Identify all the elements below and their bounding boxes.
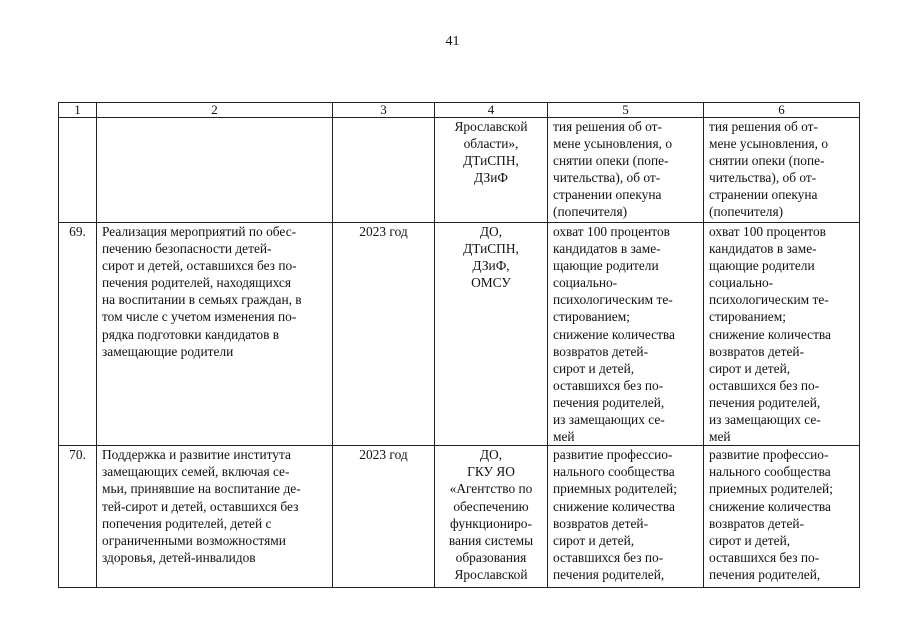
row-number: 69. [69,224,86,239]
result-col6-cell-line: снятии опеки (попе- [709,153,825,169]
row-number-cell [59,118,97,223]
measure-cell-line: здоровья, детей-инвалидов [102,549,256,565]
measures-table [58,102,860,588]
executors-cell [435,446,548,588]
measure-cell-line: мьи, принявшие на воспитание де- [102,481,301,497]
result-col5-cell-line: снятии опеки (попе- [553,153,669,169]
result-col5-cell-line: стированием; [553,309,630,325]
result-col6-cell-line: чительства), об от- [709,170,817,186]
result-col6-cell-line: возвратов детей- [709,515,805,531]
result-col5-cell-line: оставшихся без по- [553,549,664,565]
measure-cell-line: рядка подготовки кандидатов в [102,326,280,342]
column-header: 6 [704,103,860,118]
result-col5-cell-line: социально- [553,275,618,291]
measure-cell-line: печению безопасности детей- [102,241,272,257]
result-col6-cell-line: печения родителей, [709,394,821,410]
result-col6-cell [704,223,860,446]
result-col6-cell-line: приемных родителей; [709,481,833,497]
executors-cell-line: ДЗиФ, [472,258,510,274]
column-header: 2 [97,103,333,118]
page-number: 41 [445,34,460,49]
result-col6-cell-line: мей [709,429,731,445]
measure-cell-line: Поддержка и развитие института [102,447,291,463]
result-col6-cell-line: психологическим те- [709,292,829,308]
executors-cell-line: области», [463,136,519,152]
row-number-cell [59,223,97,446]
executors-cell-line: образования [455,549,527,565]
result-col5-cell-line: чительства), об от- [553,170,661,186]
result-col6-cell-line: развитие профессио- [709,447,829,463]
result-col5-cell-line: кандидатов в заме- [553,241,661,257]
result-col6-cell-line: оставшихся без по- [709,549,820,565]
executors-cell-line: Ярославской [454,119,528,134]
measure-cell-line: замещающие родители [102,343,234,359]
result-col6-cell-line: печения родителей, [709,566,821,582]
result-col6-cell-line: нального сообщества [709,464,831,480]
result-col6-cell-line: снижение количества [709,498,832,514]
executors-cell-line: ОМСУ [471,275,511,291]
table-row [59,223,860,446]
column-header: 5 [548,103,704,118]
table-row [59,446,860,588]
executors-cell-line: вания системы [448,532,534,548]
result-col6-cell-line: из замещающих се- [709,412,821,428]
year-cell [333,118,435,223]
result-col6-cell-line: странении опекуна [709,187,818,203]
result-col6-cell-line: тия решения об от- [709,119,818,134]
result-col5-cell-line: возвратов детей- [553,343,649,359]
result-col5-cell [548,118,704,223]
result-col5-cell-line: печения родителей, [553,394,665,410]
executors-cell-line: ДТиСПН, [463,153,519,169]
result-col6-cell-line: возвратов детей- [709,343,805,359]
executors-cell-line: функциониро- [450,515,532,531]
result-col6-cell-line: щающие родители [709,258,815,274]
row-number-cell [59,446,97,588]
result-col5-cell-line: возвратов детей- [553,515,649,531]
executors-cell-line: ДЗиФ [474,170,508,186]
result-col6-cell-line: (попечителя) [709,204,784,220]
result-col6-cell-line: социально- [709,275,774,291]
result-col6-cell-line: стированием; [709,309,786,325]
result-col5-cell-line: щающие родители [553,258,659,274]
measure-cell-line: на воспитании в семьях граждан, в [102,292,302,308]
column-header: 3 [333,103,435,118]
measure-cell-line: Реализация мероприятий по обес- [102,224,297,239]
result-col6-cell-line: оставшихся без по- [709,377,820,393]
executors-cell-line: ДТиСПН, [463,241,519,257]
measure-cell-line: замещающих семей, включая се- [102,464,290,480]
measure-cell [97,118,333,223]
result-col5-cell-line: сирот и детей, [553,360,635,376]
result-col5-cell-line: (попечителя) [553,204,628,220]
result-col6-cell-line: сирот и детей, [709,532,791,548]
result-col5-cell-line: снижение количества [553,498,676,514]
executors-cell-line: обеспечению [453,498,529,514]
result-col6-cell-line: сирот и детей, [709,360,791,376]
executors-cell [435,223,548,446]
result-col5-cell-line: охват 100 процентов [553,224,670,239]
result-col5-cell-line: нального сообщества [553,464,675,480]
result-col5-cell-line: приемных родителей; [553,481,677,497]
result-col5-cell-line: тия решения об от- [553,119,662,134]
result-col5-cell-line: мене усыновления, о [553,136,673,152]
result-col5-cell-line: сирот и детей, [553,532,635,548]
table-header-row [59,103,860,118]
executors-cell [435,118,548,223]
measure-cell [97,223,333,446]
result-col6-cell [704,118,860,223]
result-col5-cell-line: развитие профессио- [553,447,673,463]
result-col5-cell-line: мей [553,429,575,445]
result-col6-cell [704,446,860,588]
executors-cell-line: «Агентство по [449,481,533,497]
result-col5-cell-line: печения родителей, [553,566,665,582]
table-row [59,118,860,223]
executors-cell-line: ДО, [479,447,503,463]
measure-cell-line: тей-сирот и детей, оставшихся без [102,498,299,514]
result-col5-cell-line: оставшихся без по- [553,377,664,393]
result-col5-cell-line: снижение количества [553,326,676,342]
measure-cell-line: попечения родителей, детей с [102,515,272,531]
column-header: 1 [59,103,97,118]
year-cell [333,223,435,446]
executors-cell-line: ГКУ ЯО [467,464,515,480]
year-text: 2023 год [359,447,408,463]
result-col6-cell-line: кандидатов в заме- [709,241,817,257]
result-col5-cell-line: психологическим те- [553,292,673,308]
year-cell [333,446,435,588]
measure-cell-line: сирот и детей, оставшихся без по- [102,258,297,274]
result-col5-cell-line: странении опекуна [553,187,662,203]
column-header: 4 [435,103,548,118]
result-col5-cell-line: из замещающих се- [553,412,665,428]
measure-cell-line: печения родителей, находящихся [102,275,292,291]
result-col5-cell [548,223,704,446]
row-number: 70. [69,447,86,463]
measure-cell-line: ограниченными возможностями [102,532,286,548]
result-col6-cell-line: снижение количества [709,326,832,342]
executors-cell-line: Ярославской [454,566,528,582]
result-col5-cell [548,446,704,588]
executors-cell-line: ДО, [479,224,503,239]
measure-cell-line: том числе с учетом изменения по- [102,309,297,325]
measure-cell [97,446,333,588]
result-col6-cell-line: мене усыновления, о [709,136,829,152]
year-text: 2023 год [359,224,408,239]
result-col6-cell-line: охват 100 процентов [709,224,826,239]
